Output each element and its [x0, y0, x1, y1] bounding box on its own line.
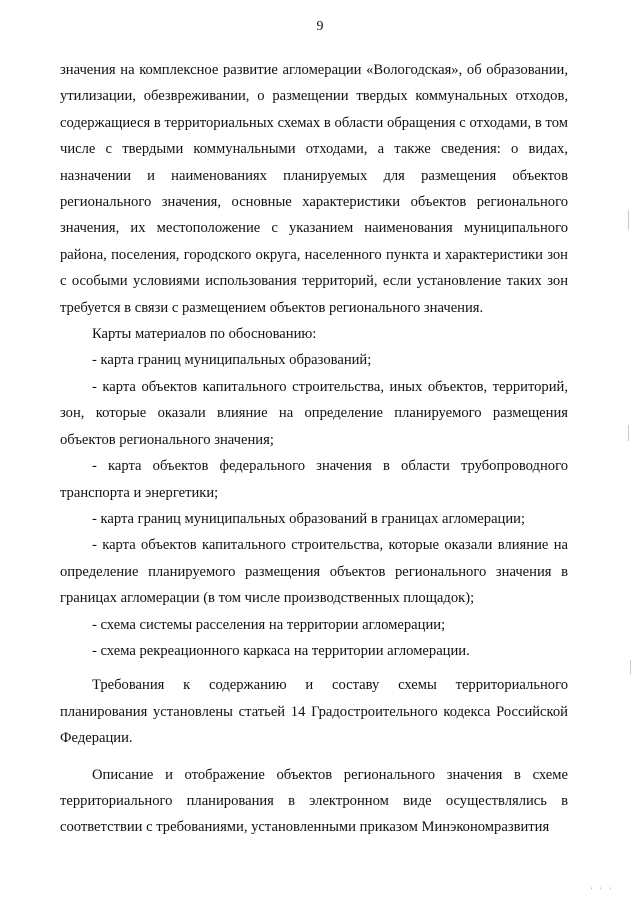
- list-item: - карта объектов федерального значения в области трубопроводного транспорта и энергетики;: [60, 458, 568, 501]
- paragraph-maps-heading: Карты материалов по обоснованию:: [92, 326, 317, 343]
- list-item: - карта объектов капитального строительства, иных объектов, территорий, зон, которые оказали влияние на определение планируемого размещения объектов регионального значения;: [60, 378, 568, 448]
- paragraph-description: Описание и отображение объектов регионального значения в схеме территориального планирования в электронном виде осуществлялись в соответствии с требованиями, установленными приказом Минэкономразвития: [60, 766, 568, 836]
- scan-margin-mark: [628, 210, 629, 230]
- list-item: - схема системы расселения на территории агломерации;: [92, 616, 446, 633]
- list-item: - карта границ муниципальных образований;: [92, 352, 372, 369]
- scan-corner-mark: ' ' ': [590, 886, 614, 895]
- list-item: - схема рекреационного каркаса на территории агломерации.: [92, 642, 470, 659]
- paragraph-continuation: значения на комплексное развитие агломерации «Вологодская», об образовании, утилизации, обезвреживании, о размещении твердых коммунальных отходов, содержащиеся в территориальных схемах в области обращения с отходами, в том числе с твердыми коммунальными отходами, а также сведения: о видах, назначении и наименованиях планируемых для размещения объектов регионального значения, основные характеристики объектов регионального значения, их местоположение с указанием наименования муниципального района, поселения, городского округа, населенного пункта и характеристики зон с особыми условиями использования территорий, если установление таких зон требуется в связи с размещением объектов регионального значения.: [60, 62, 568, 316]
- scan-margin-mark: [628, 425, 629, 441]
- list-item: - карта границ муниципальных образований в границах агломерации;: [92, 510, 526, 527]
- paragraph-requirements: Требования к содержанию и составу схемы территориального планирования установлены статьей 14 Градостроительного кодекса Российской Федерации.: [60, 677, 568, 747]
- page-number: 9: [316, 19, 324, 34]
- scan-margin-mark: [630, 660, 631, 674]
- document-body: [60, 57, 568, 841]
- list-item: - карта объектов капитального строительства, которые оказали влияние на определение планируемого размещения объектов регионального значения в границах агломерации (в том числе производственных площадок);: [60, 537, 568, 607]
